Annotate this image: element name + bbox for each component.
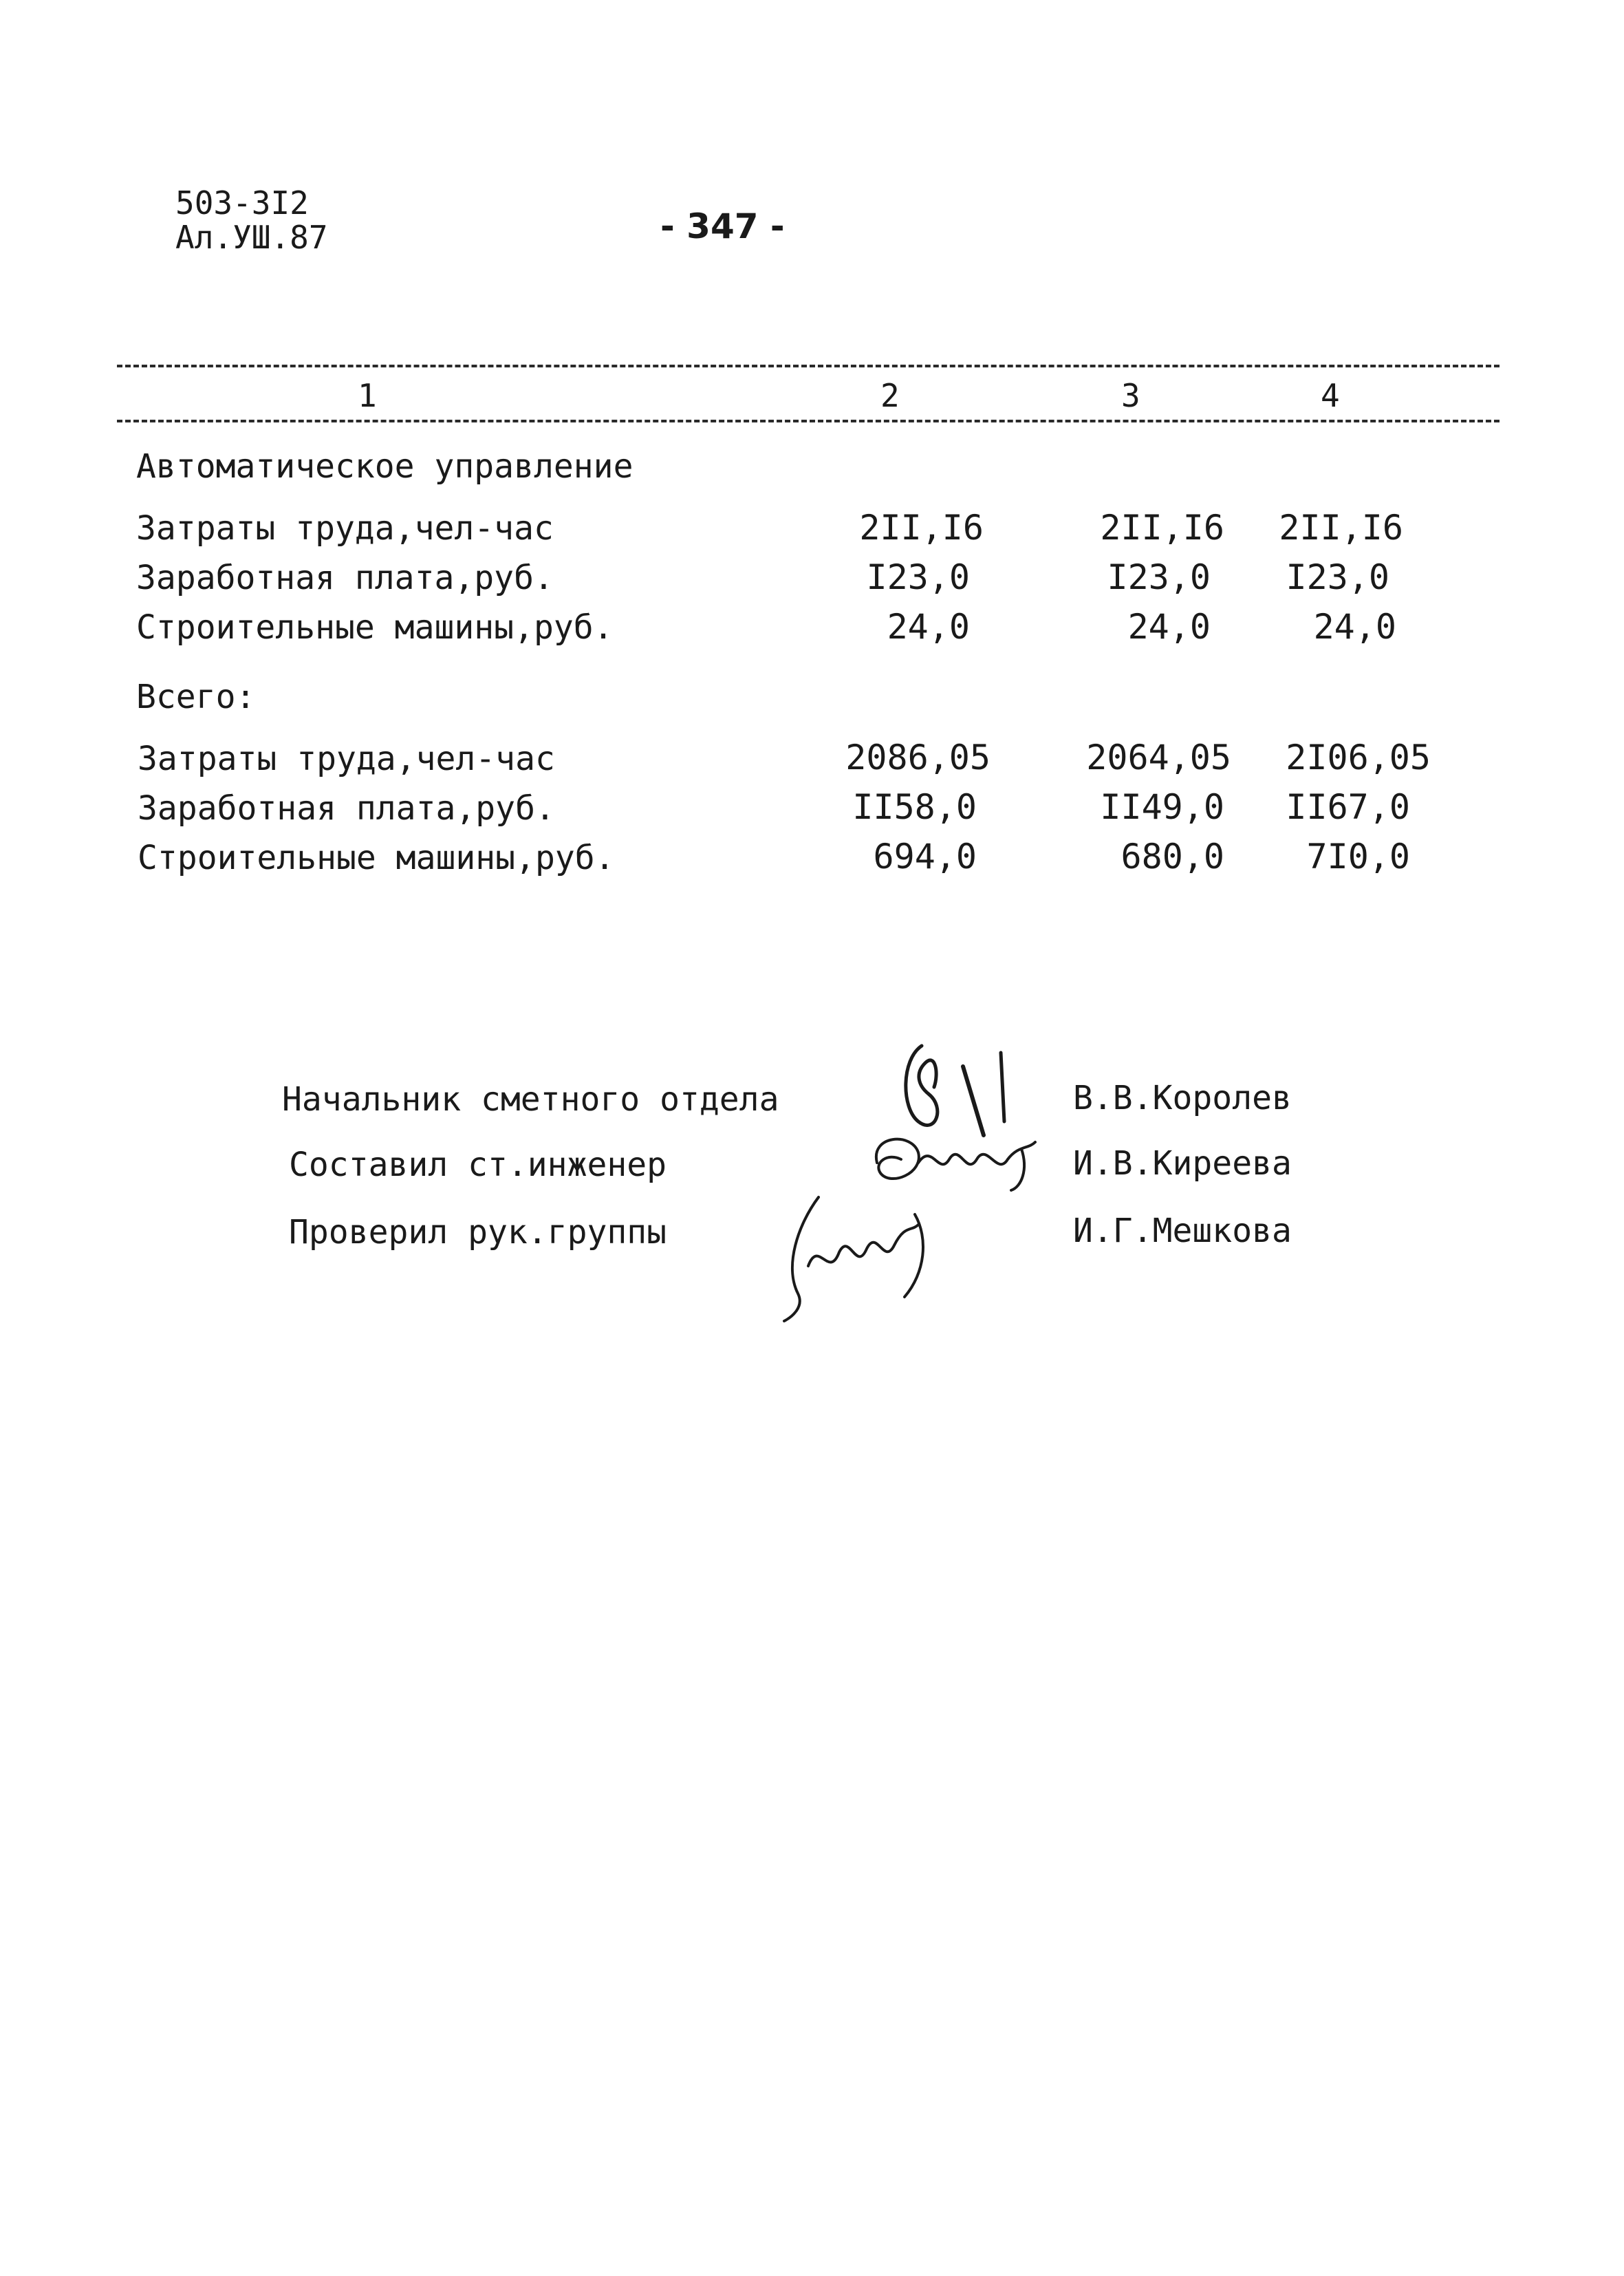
row-value-col4: 7I0,0 xyxy=(1306,837,1410,877)
row-value-col3: 2064,05 xyxy=(1086,738,1231,777)
page-number: - 347 - xyxy=(660,206,785,246)
row-value-col4: I23,0 xyxy=(1286,557,1389,597)
row-value-col2: 694,0 xyxy=(873,837,977,877)
table-header-rule xyxy=(117,420,1500,422)
row-value-col2: 24,0 xyxy=(887,607,970,647)
row-label: Строительные машины,руб. xyxy=(136,608,614,647)
table-top-rule xyxy=(117,365,1500,367)
column-number-4: 4 xyxy=(1321,377,1340,414)
row-label: Строительные машины,руб. xyxy=(138,839,615,877)
row-value-col4: II67,0 xyxy=(1286,787,1410,827)
row-value-col3: I23,0 xyxy=(1107,557,1211,597)
column-number-2: 2 xyxy=(880,377,900,414)
signature-role-head: Начальник сметного отдела xyxy=(282,1080,779,1119)
signature-name-compiler: И.В.Киреева xyxy=(1073,1144,1292,1183)
document-code xyxy=(175,186,328,255)
row-value-col2: II58,0 xyxy=(852,787,977,827)
signature-name-checker: И.Г.Мешкова xyxy=(1073,1212,1292,1250)
row-label: Заработная плата,руб. xyxy=(138,789,555,828)
signature-name-head: В.В.Королев xyxy=(1073,1079,1292,1117)
row-value-col3: 680,0 xyxy=(1120,837,1224,877)
row-value-col2: 2II,I6 xyxy=(859,508,984,548)
row-value-col4: 24,0 xyxy=(1313,607,1396,647)
signature-role-checker: Проверил рук.группы xyxy=(289,1213,667,1252)
row-label: Заработная плата,руб. xyxy=(136,559,554,597)
signature-role-compiler: Составил ст.инженер xyxy=(289,1146,667,1184)
row-value-col2: I23,0 xyxy=(866,557,970,597)
row-value-col2: 2086,05 xyxy=(845,738,990,777)
document-code-line-2: Ал.УШ.87 xyxy=(175,219,328,256)
section-title-total: Всего: xyxy=(136,678,256,716)
row-label: Затраты труда,чел-час xyxy=(136,509,554,548)
document-code-line-1: 503-3I2 xyxy=(175,184,309,222)
row-value-col3: II49,0 xyxy=(1100,787,1224,827)
row-value-col4: 2II,I6 xyxy=(1279,508,1403,548)
column-number-3: 3 xyxy=(1121,377,1140,414)
row-value-col3: 24,0 xyxy=(1127,607,1211,647)
row-value-col3: 2II,I6 xyxy=(1100,508,1224,548)
column-number-1: 1 xyxy=(358,377,377,414)
row-label: Затраты труда,чел-час xyxy=(138,740,555,778)
handwritten-signature-checker xyxy=(770,1183,949,1335)
row-value-col4: 2I06,05 xyxy=(1286,738,1431,777)
section-title-automatic-control: Автоматическое управление xyxy=(136,447,634,486)
